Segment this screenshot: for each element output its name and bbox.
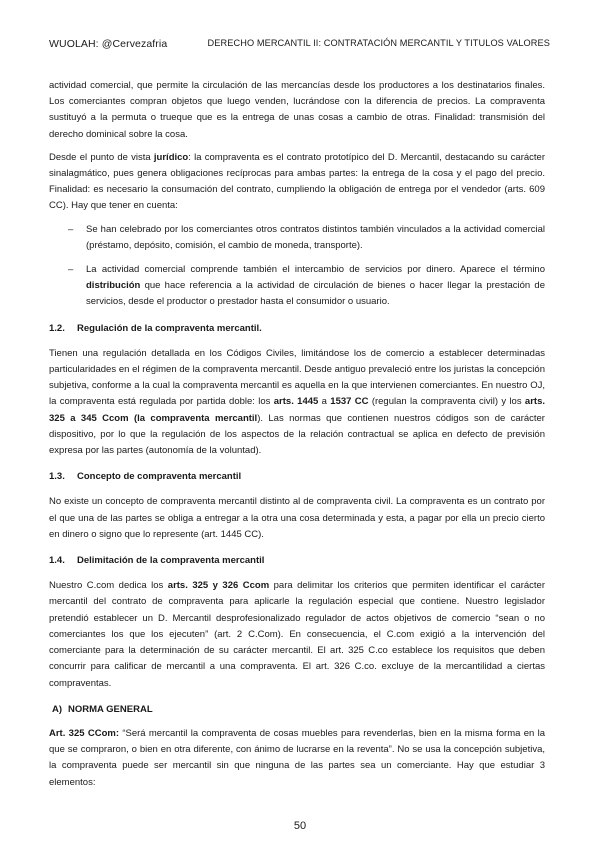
text-run: que hace referencia a la actividad de circulación de bienes o hacer llegar la prestación de servicios, desde el productor o prestador hasta el consumidor o usuario. bbox=[86, 280, 545, 308]
section-title: Regulación de la compraventa mercantil. bbox=[77, 322, 262, 334]
page-number: 50 bbox=[293, 820, 307, 832]
text-run: (regulan la compraventa civil) y los bbox=[368, 396, 525, 408]
section-heading-1-4 bbox=[49, 553, 545, 569]
header-source: WUOLAH: @Cervezafria bbox=[49, 38, 168, 50]
subsection-number: A) bbox=[52, 703, 63, 715]
paragraph-regulacion bbox=[49, 346, 545, 459]
text-run: : la compraventa es el contrato prototípico del D. Mercantil, destacando su carácter sinalagmático, pues genera obligaciones recíprocas para ambas partes: la entrega de la cosa y el pago del precio. Finalidad: es necesario la consumación del contrato, cumpliendo la obligación de entrega por el vendedor (arts. 609 CC). Hay que tener en cuenta: bbox=[49, 151, 545, 212]
bold-term: Art. 325 CCom: bbox=[49, 727, 119, 739]
section-number: 1.3. bbox=[49, 471, 65, 483]
bold-term: arts. 325 a 345 Ccom (la compraventa mercantil bbox=[49, 396, 545, 424]
bold-term: jurídico bbox=[153, 151, 189, 163]
bold-term: arts. 1445 bbox=[273, 396, 319, 408]
section-number: 1.2. bbox=[49, 322, 65, 334]
bold-term: arts. 325 y 326 Ccom bbox=[167, 580, 270, 592]
text-run: ). Las normas que contienen nuestros códigos son de carácter dispositivo, por lo que la regulación de los aspectos de la relación contractual se aplica en defecto de previsión expresa por las partes (autonomía de la voluntad). bbox=[49, 412, 545, 457]
section-heading-1-3 bbox=[49, 469, 545, 485]
section-number: 1.4. bbox=[49, 555, 65, 567]
paragraph-concepto: No existe un concepto de compraventa mercantil distinto al de compraventa civil. La compraventa es un contrato por el que una de las partes se obliga a entregar a la otra una cosa determinada y esta, a pagar por ella un precio cierto en dinero o signo que lo represente (art. 1445 CC). bbox=[49, 496, 545, 540]
paragraph-art-325 bbox=[49, 726, 545, 791]
paragraph-juridico bbox=[49, 150, 545, 215]
section-title: Concepto de compraventa mercantil bbox=[77, 471, 242, 483]
subsection-heading-norma-general bbox=[52, 702, 545, 718]
paragraph-intro: actividad comercial, que permite la circulación de las mercancías desde los productores a los destinatarios finales. Los comerciantes compran objetos que luego venden, lucrándose con la diferencia de precios. La compraventa sustituyó a la permuta o trueque que es la entrega de unas cosas a cambio de otras. Finalidad: transmisión del derecho dominical sobre la cosa. bbox=[49, 80, 545, 140]
text-run: Desde el punto de vista bbox=[49, 151, 154, 163]
bold-term: distribución bbox=[86, 280, 141, 292]
header-subject: DERECHO MERCANTIL II: CONTRATACIÓN MERCANTIL Y TITULOS VALORES bbox=[207, 38, 550, 48]
document-body bbox=[49, 78, 545, 798]
text-run: a bbox=[318, 396, 331, 408]
list-item bbox=[49, 262, 545, 311]
bullet-dash: – bbox=[68, 223, 74, 235]
text-run: “Será mercantil la compraventa de cosas muebles para revenderlas, bien en la misma forma en la que se compraron, o bien en otra diferente, con ánimo de lucrarse en la reventa”. No se usa la concepción subjetiva, la compraventa puede ser mercantil sin que ninguna de las partes sea un comerciante. Hay que estudiar 3 elementos: bbox=[49, 727, 546, 788]
section-title: Delimitación de la compraventa mercantil bbox=[77, 555, 265, 567]
list-item bbox=[49, 222, 545, 254]
paragraph-delimitacion bbox=[49, 578, 545, 691]
subsection-title: NORMA GENERAL bbox=[68, 703, 153, 715]
bold-term: 1537 CC bbox=[330, 396, 369, 408]
text-run: para delimitar los criterios que permiten identificar el carácter mercantil del contrato de compraventa para aplicarle la regulación especial que contiene. Nuestro legislador pretendió establecer un D. Mercantil desprofesionalizado regulador de actos objetivos de comercio “sean o no comerciantes los que los ejecuten” (art. 2 C.Com). En consecuencia, el C.com exigió a la intervención del comerciante para la determinación de su carácter mercantil. El art. 325 C.co establece los requisitos que deben concurrir para calificar de mercantil a una compraventa. El art. 326 C.co. excluye de la mercantilidad a ciertas compraventas. bbox=[49, 580, 545, 689]
text-run: La actividad comercial comprende también el intercambio de servicios por dinero. Aparece el término bbox=[86, 264, 545, 276]
bullet-dash: – bbox=[68, 264, 74, 276]
text-run: Nuestro C.com dedica los bbox=[49, 580, 168, 592]
list-item-text: Se han celebrado por los comerciantes otros contratos distintos también vinculados a la actividad comercial (préstamo, depósito, comisión, el cambio de moneda, transporte). bbox=[86, 223, 545, 251]
section-heading-1-2 bbox=[49, 321, 545, 337]
text-run: Tienen una regulación detallada en los Códigos Civiles, limitándose los de comercio a establecer determinadas particularidades en el régimen de la compraventa mercantil. Desde antiguo prevaleció entre los juristas la concepción subjetiva, conforme a la cual la compraventa mercantil es aquella en la que intervienen comerciantes. En nuestro OJ, la compraventa está regulada por partida doble: los bbox=[49, 347, 545, 408]
page-header bbox=[49, 38, 550, 52]
